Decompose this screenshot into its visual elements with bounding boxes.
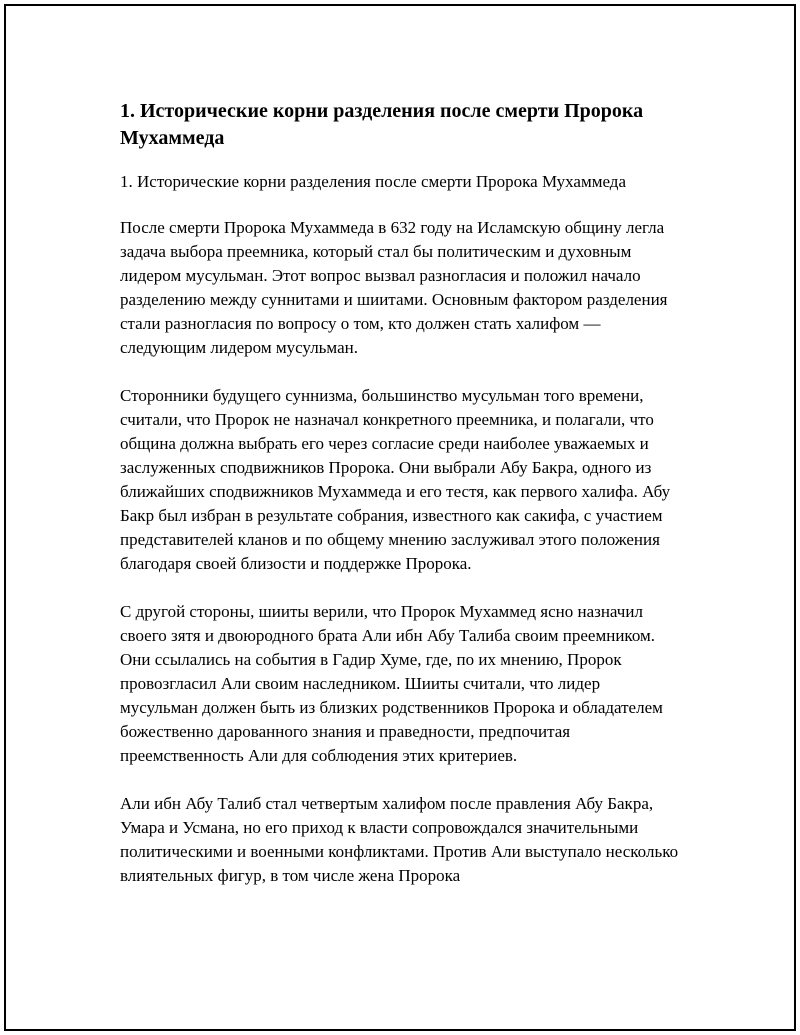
paragraph-2: Сторонники будущего суннизма, большинство мусульман того времени, считали, что Пророк не назначал конкретного преемника, и полагали, что община должна выбрать его через согласие среди наиболее уважаемых и заслуженных сподвижников Пророка. Они выбрали Абу Бакра, одного из ближайших сподвижников Мухаммеда и его тестя, как первого халифа. Абу Бакр был избран в результате собрания, известного как сакифа, с участием представителей кланов и по общему мнению заслуживал этого положения благодаря своей близости и поддержке Пророка.: [120, 386, 671, 573]
paragraph-4: Али ибн Абу Талиб стал четвертым халифом после правления Абу Бакра, Умара и Усмана, но его приход к власти сопровождался значительными политическими и военными конфликтами. Против Али выступало несколько влиятельных фигур, в том числе жена Пророка: [120, 794, 679, 885]
document-body: [120, 98, 680, 912]
section-heading: 1. Исторические корни разделения после смерти Пророка Мухаммеда: [120, 100, 644, 149]
document-page: [4, 4, 796, 1031]
paragraph-3: С другой стороны, шииты верили, что Пророк Мухаммед ясно назначил своего зятя и двоюродного брата Али ибн Абу Талиба своим преемником. Они ссылались на события в Гадир Хуме, где, по их мнению, Пророк провозгласил Али своим наследником. Шииты считали, что лидер мусульман должен быть из близких родственников Пророка и обладателем божественно дарованного знания и праведности, предпочитая преемственность Али для соблюдения этих критериев.: [120, 602, 663, 765]
paragraph-1: После смерти Пророка Мухаммеда в 632 году на Исламскую общину легла задача выбора преемника, который стал бы политическим и духовным лидером мусульман. Этот вопрос вызвал разногласия и положил начало разделению между суннитами и шиитами. Основным фактором разделения стали разногласия по вопросу о том, кто должен стать халифом — следующим лидером мусульман.: [120, 218, 668, 357]
section-subheading: 1. Исторические корни разделения после смерти Пророка Мухаммеда: [120, 172, 626, 191]
